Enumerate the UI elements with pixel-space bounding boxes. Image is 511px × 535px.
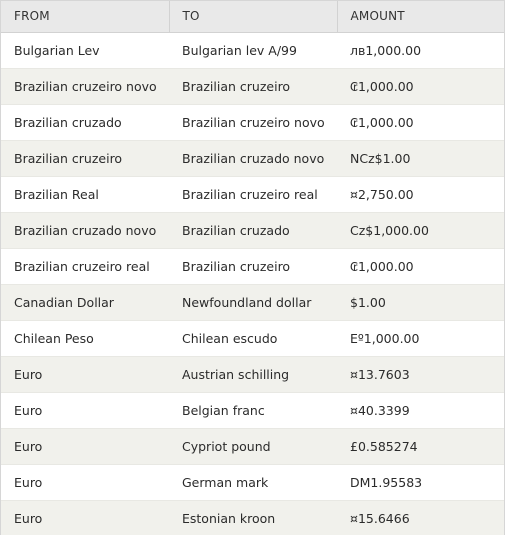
- cell-to: Brazilian cruzeiro: [169, 248, 337, 284]
- cell-from: Brazilian cruzado novo: [1, 212, 169, 248]
- table-header-row: [1, 1, 504, 32]
- cell-to: Chilean escudo: [169, 320, 337, 356]
- cell-to: Brazilian cruzado novo: [169, 140, 337, 176]
- cell-amount: Cz$1,000.00: [337, 212, 504, 248]
- cell-amount: ¤13.7603: [337, 356, 504, 392]
- cell-amount: £0.585274: [337, 428, 504, 464]
- table-row: [1, 248, 504, 284]
- cell-to: Brazilian cruzeiro real: [169, 176, 337, 212]
- table-row: [1, 356, 504, 392]
- cell-to: Brazilian cruzado: [169, 212, 337, 248]
- table-row: [1, 428, 504, 464]
- cell-from: Euro: [1, 464, 169, 500]
- table-row: [1, 140, 504, 176]
- cell-amount: NCz$1.00: [337, 140, 504, 176]
- table-row: [1, 320, 504, 356]
- table-row: [1, 176, 504, 212]
- cell-to: Estonian kroon: [169, 500, 337, 535]
- cell-to: Cypriot pound: [169, 428, 337, 464]
- table-row: [1, 104, 504, 140]
- cell-from: Chilean Peso: [1, 320, 169, 356]
- column-header-from[interactable]: FROM: [1, 1, 169, 32]
- column-header-to[interactable]: TO: [169, 1, 337, 32]
- cell-to: German mark: [169, 464, 337, 500]
- cell-from: Canadian Dollar: [1, 284, 169, 320]
- table-row: [1, 212, 504, 248]
- cell-from: Brazilian cruzeiro: [1, 140, 169, 176]
- table-row: [1, 464, 504, 500]
- cell-to: Brazilian cruzeiro novo: [169, 104, 337, 140]
- cell-from: Euro: [1, 356, 169, 392]
- cell-from: Brazilian cruzeiro real: [1, 248, 169, 284]
- cell-to: Newfoundland dollar: [169, 284, 337, 320]
- cell-amount: ₢1,000.00: [337, 248, 504, 284]
- cell-from: Euro: [1, 500, 169, 535]
- cell-to: Brazilian cruzeiro: [169, 68, 337, 104]
- column-header-amount[interactable]: AMOUNT: [337, 1, 504, 32]
- table-row: [1, 392, 504, 428]
- table-row: [1, 68, 504, 104]
- cell-from: Euro: [1, 428, 169, 464]
- cell-from: Brazilian cruzeiro novo: [1, 68, 169, 104]
- table-row: [1, 500, 504, 535]
- cell-amount: лв1,000.00: [337, 32, 504, 68]
- cell-from: Euro: [1, 392, 169, 428]
- cell-from: Brazilian Real: [1, 176, 169, 212]
- cell-amount: $1.00: [337, 284, 504, 320]
- cell-amount: ¤2,750.00: [337, 176, 504, 212]
- cell-amount: ¤40.3399: [337, 392, 504, 428]
- cell-amount: ₢1,000.00: [337, 68, 504, 104]
- cell-from: Bulgarian Lev: [1, 32, 169, 68]
- cell-amount: Eº1,000.00: [337, 320, 504, 356]
- table-body: [1, 32, 504, 535]
- cell-amount: ¤15.6466: [337, 500, 504, 535]
- table-row: [1, 284, 504, 320]
- cell-amount: DM1.95583: [337, 464, 504, 500]
- cell-to: Belgian franc: [169, 392, 337, 428]
- cell-to: Austrian schilling: [169, 356, 337, 392]
- cell-to: Bulgarian lev A/99: [169, 32, 337, 68]
- currency-conversion-table: [1, 1, 504, 535]
- cell-from: Brazilian cruzado: [1, 104, 169, 140]
- table-row: [1, 32, 504, 68]
- cell-amount: ₢1,000.00: [337, 104, 504, 140]
